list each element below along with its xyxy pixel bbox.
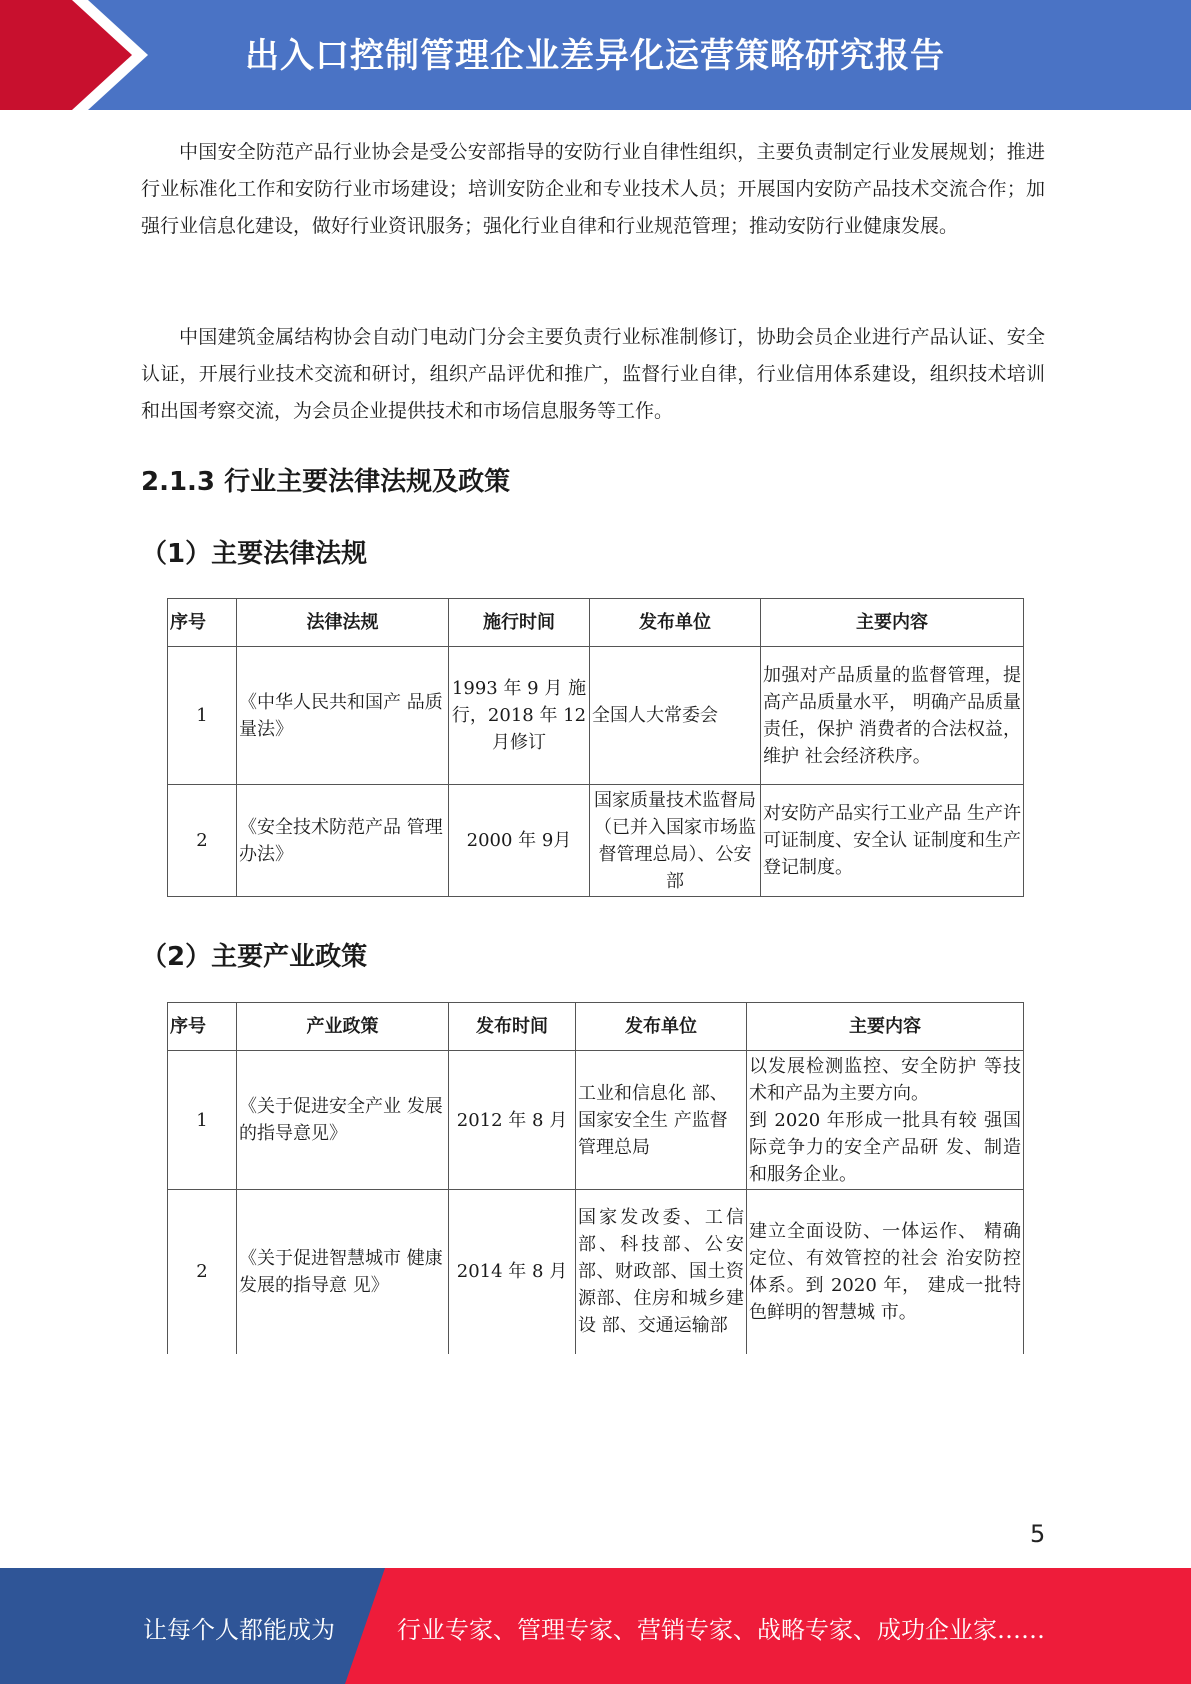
laws-heading: （1）主要法律法规 [141,539,368,569]
col-header-issuer: 发布单位 [590,599,761,647]
row-no: 1 [168,1051,237,1190]
table-row [168,1190,1024,1354]
row-date: 2012 年 8 月 [449,1051,576,1190]
row-no: 1 [168,647,237,785]
table-header-row [168,1003,1024,1051]
laws-table [167,598,1024,897]
col-header-law: 法律法规 [237,599,449,647]
col-header-issuer: 发布单位 [576,1003,747,1051]
row-issuer: 国家质量技术监督局（已并入国家市场监督管理总局）、公安部 [590,785,761,897]
table-row [168,647,1024,785]
row-content [747,1051,1024,1190]
row-issuer: 工业和信息化 部、国家安全生 产监督管理总局 [576,1051,747,1190]
row-content-line: 到 2020 年形成一批具有较 强国际竞争力的安全产品研 发、制造和服务企业。 [749,1109,1021,1185]
col-header-date: 施行时间 [449,599,590,647]
row-date: 2000 年 9月 [449,785,590,897]
footer-slogan-left: 让每个人都能成为 [143,1616,335,1644]
row-policy-name: 《关于促进智慧城市 健康发展的指导意 见》 [237,1190,449,1354]
row-content-line: 以发展检测监控、安全防护 等技术和产品为主要方向。 [749,1055,1021,1104]
table-header-row [168,599,1024,647]
row-date: 2014 年 8 月 [449,1190,576,1354]
row-issuer: 全国人大常委会 [590,647,761,785]
row-policy-name: 《关于促进安全产业 发展的指导意见》 [237,1051,449,1190]
footer-slogan-right: 行业专家、管理专家、营销专家、战略专家、成功企业家…… [397,1616,1045,1644]
row-no: 2 [168,1190,237,1354]
col-header-no: 序号 [168,1003,237,1051]
page-footer [0,1568,1191,1684]
report-title: 出入口控制管理企业差异化运营策略研究报告 [245,36,945,76]
row-issuer: 国家发改委、工信部、科技部、公安部、财政部、国土资源部、住房和城乡建设 部、交通运输部 [576,1190,747,1354]
row-law-name: 《中华人民共和国产 品质量法》 [237,647,449,785]
row-content: 建立全面设防、一体运作、 精确定位、有效管控的社会 治安防控体系。到 2020 年， 建成一批特色鲜明的智慧城 市。 [747,1190,1024,1354]
row-content: 加强对产品质量的监督管理，提高产品质量水平， 明确产品质量责任，保护 消费者的合法权益，维护 社会经济秩序。 [761,647,1024,785]
section-heading: 2.1.3 行业主要法律法规及政策 [141,467,511,497]
row-date: 1993 年 9 月 施行，2018 年 12 月修订 [449,647,590,785]
col-header-content: 主要内容 [747,1003,1024,1051]
paragraph-door-association: 中国建筑金属结构协会自动门电动门分会主要负责行业标准制修订，协助会员企业进行产品认证、安全认证，开展行业技术交流和研讨，组织产品评优和推广，监督行业自律，行业信用体系建设，组织技术培训和出国考察交流，为会员企业提供技术和市场信息服务等工作。 [141,326,1045,422]
table-row [168,1051,1024,1190]
row-content: 对安防产品实行工业产品 生产许可证制度、安全认 证制度和生产登记制度。 [761,785,1024,897]
row-no: 2 [168,785,237,897]
col-header-no: 序号 [168,599,237,647]
table-row [168,785,1024,897]
row-law-name: 《安全技术防范产品 管理办法》 [237,785,449,897]
col-header-date: 发布时间 [449,1003,576,1051]
page-number: 5 [1030,1520,1046,1548]
col-header-content: 主要内容 [761,599,1024,647]
policies-table [167,1002,1024,1354]
page-header [0,0,1191,110]
col-header-policy: 产业政策 [237,1003,449,1051]
paragraph-security-association: 中国安全防范产品行业协会是受公安部指导的安防行业自律性组织，主要负责制定行业发展规划；推进行业标准化工作和安防行业市场建设；培训安防企业和专业技术人员；开展国内安防产品技术交流合作；加强行业信息化建设，做好行业资讯服务；强化行业自律和行业规范管理；推动安防行业健康发展。 [141,141,1045,237]
policies-heading: （2）主要产业政策 [141,942,368,972]
